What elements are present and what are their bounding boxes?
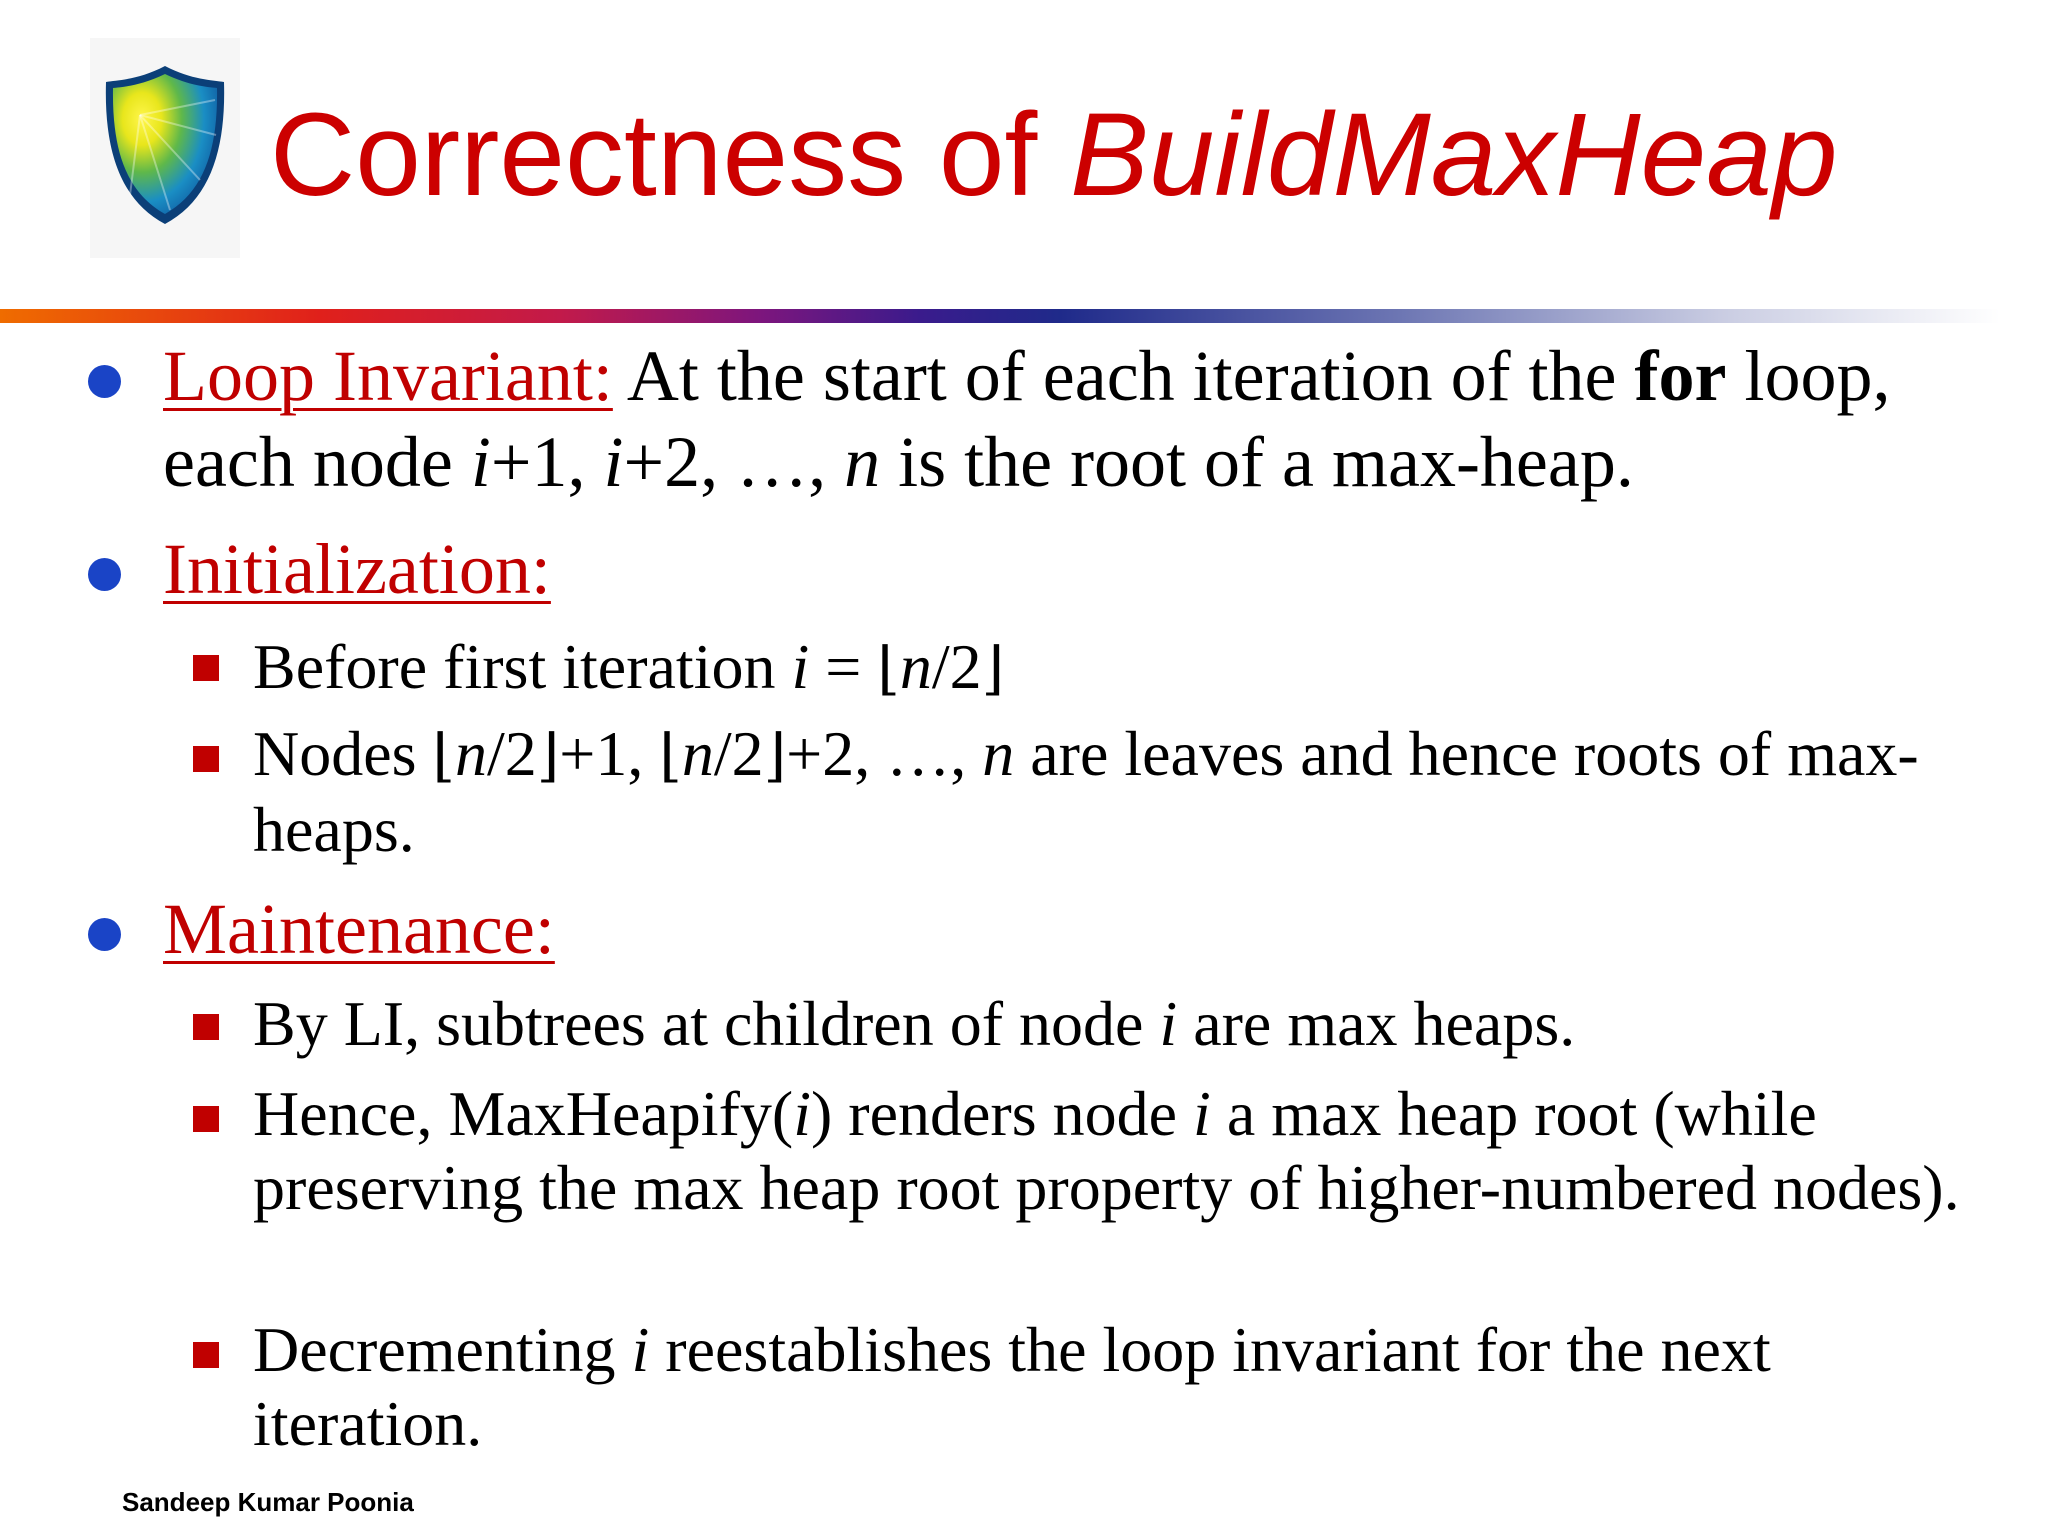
floor-right: ⌋: [536, 722, 560, 789]
math-var: n: [844, 422, 881, 502]
sub-bullet-square: [193, 1014, 219, 1040]
sub-text: /2: [713, 718, 764, 789]
sub-bullet: [253, 630, 1993, 706]
math-var: i: [470, 422, 491, 502]
sub-text: Hence, MaxHeapify(: [253, 1078, 794, 1149]
floor-left: ⌊: [877, 635, 900, 702]
math-var: n: [681, 718, 714, 789]
floor-right: ⌋: [763, 722, 787, 789]
sub-text: reestablishes the loop invariant for the next iteration.: [253, 1314, 1771, 1459]
sub-text: are max heaps.: [1177, 988, 1576, 1059]
sub-bullet-square: [193, 1342, 219, 1368]
bullet-text: is the root of a max-heap.: [880, 422, 1634, 502]
sub-text: /2: [931, 631, 982, 702]
sub-bullet: [253, 717, 1993, 867]
math-var: i: [631, 1314, 650, 1385]
footer-author: Sandeep Kumar Poonia: [122, 1487, 414, 1517]
bullet-dot: [88, 558, 121, 591]
sub-text: are leaves and hence roots of max-heaps.: [253, 718, 1919, 865]
floor-left: ⌊: [432, 722, 456, 789]
sub-bullet-square: [193, 1106, 219, 1132]
sub-text: +1,: [559, 718, 660, 789]
sub-text: a max heap root (while preserving the max heap root property of higher-numbered nodes).: [253, 1078, 1960, 1223]
floor-left: ⌊: [659, 722, 682, 789]
sub-bullet: [253, 1313, 1993, 1461]
bullet-label: Loop Invariant:: [163, 336, 613, 416]
bullet-maintenance: [163, 886, 2003, 972]
bullet-initialization: [163, 526, 2003, 612]
sub-bullet-square: [193, 655, 219, 681]
title-prefix: Correctness of: [270, 89, 1071, 221]
math-var: n: [899, 631, 932, 702]
sub-text: Decrementing: [253, 1314, 632, 1385]
math-var: i: [603, 422, 624, 502]
bullet-dot: [88, 918, 121, 951]
math-var: i: [791, 631, 810, 702]
bullet-keyword: for: [1634, 336, 1727, 416]
bullet-text: +2, …,: [623, 422, 845, 502]
sub-bullet-square: [193, 746, 219, 772]
bullet-label: Maintenance:: [163, 889, 555, 969]
bullet-text: loop, each node: [163, 336, 1891, 502]
math-var: n: [982, 718, 1015, 789]
math-var: i: [1159, 988, 1178, 1059]
sub-text: =: [809, 631, 878, 702]
sub-text: By LI, subtrees at children of node: [253, 988, 1160, 1059]
sub-text: +2, …,: [786, 718, 983, 789]
bullet-dot: [88, 365, 121, 398]
sub-text: ) renders node: [810, 1078, 1194, 1149]
title-emphasis: BuildMaxHeap: [1070, 89, 1838, 221]
floor-right: ⌋: [981, 635, 1005, 702]
bullet-label: Initialization:: [163, 529, 551, 609]
sub-text: /2: [487, 718, 537, 789]
bullet-text: +1,: [490, 422, 604, 502]
math-var: i: [1193, 1078, 1211, 1149]
bullet-text: At the start of each iteration of the: [612, 336, 1635, 416]
math-var: i: [793, 1078, 811, 1149]
sub-text: Nodes: [253, 718, 433, 789]
sub-text: Before first iteration: [253, 631, 792, 702]
sub-bullet: [253, 987, 1993, 1061]
math-var: n: [455, 718, 488, 789]
sub-bullet: [253, 1077, 1993, 1225]
bullet-loop-invariant: [163, 333, 2003, 505]
